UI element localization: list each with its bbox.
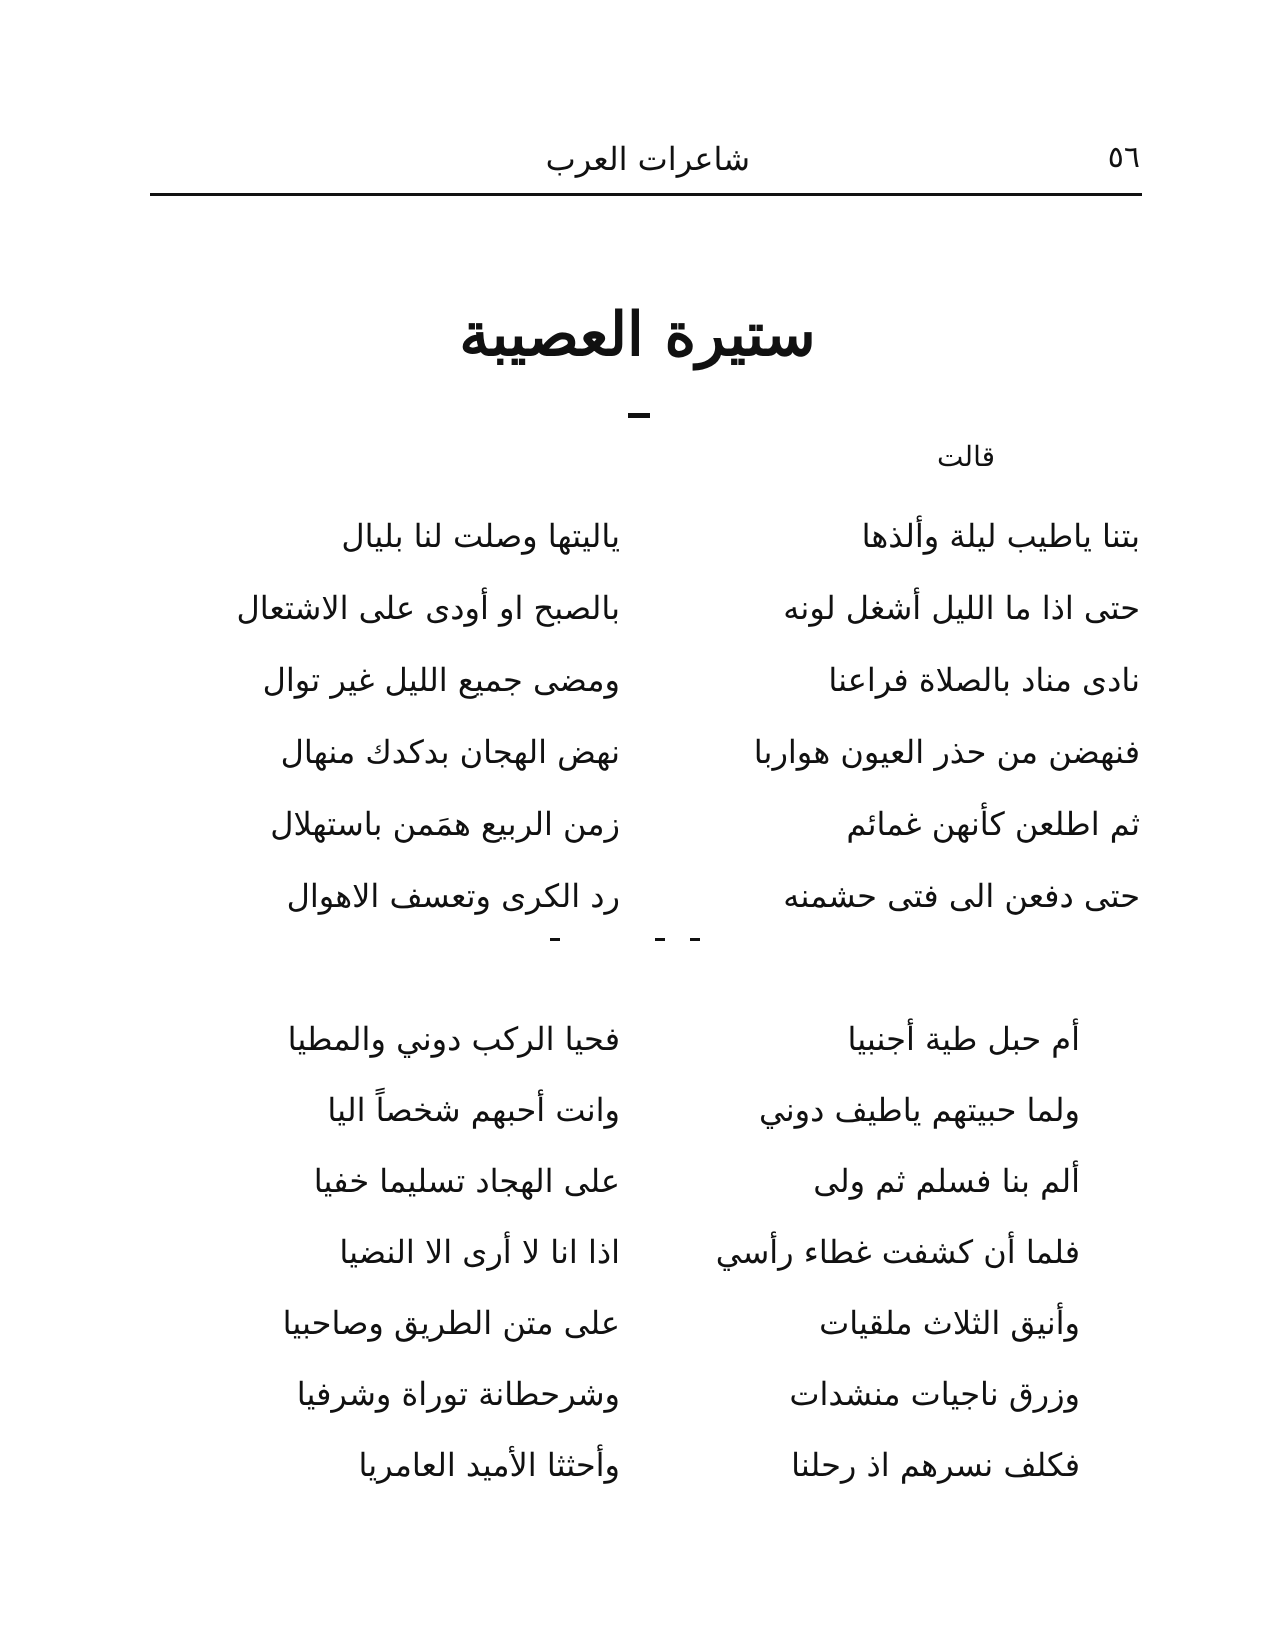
verse — [150, 1145, 1140, 1216]
second-hemistich: نهض الهجان بدكدك منهال — [280, 733, 620, 771]
second-hemistich: اذا انا لا أرى الا النضيا — [339, 1232, 620, 1271]
running-header — [150, 140, 1140, 190]
second-hemistich: ياليتها وصلت لنا بليال — [341, 517, 620, 555]
verse — [150, 644, 1140, 716]
second-hemistich: زمن الربيع همَمن باستهلال — [270, 805, 620, 843]
verse — [150, 1358, 1140, 1429]
first-hemistich: أم حبل طية أجنبيا — [847, 1019, 1080, 1058]
page-number: ٥٦ — [1107, 140, 1140, 175]
verse — [150, 1429, 1140, 1500]
verse — [150, 716, 1140, 788]
running-title: شاعرات العرب — [545, 140, 750, 178]
section-heading: ستيرة العصيبة — [459, 300, 816, 370]
poem-part-2 — [150, 1003, 1140, 1500]
first-hemistich: فكلف نسرهم اذ رحلنا — [791, 1445, 1080, 1484]
second-hemistich: بالصبح او أودى على الاشتعال — [236, 589, 620, 627]
first-hemistich: حتى دفعن الى فتى حشمنه — [783, 877, 1140, 915]
heading-dash — [628, 413, 650, 418]
second-hemistich: رد الكرى وتعسف الاهوال — [286, 877, 620, 915]
first-hemistich: وأنيق الثلاث ملقيات — [819, 1303, 1080, 1342]
poem-intro: قالت — [937, 440, 995, 473]
first-hemistich: ثم اطلعن كأنهن غمائم — [846, 805, 1140, 843]
separator-mark — [690, 938, 700, 941]
verse — [150, 572, 1140, 644]
second-hemistich: وانت أحبهم شخصاً اليا — [327, 1090, 620, 1129]
verse — [150, 1074, 1140, 1145]
second-hemistich: على متن الطريق وصاحبيا — [282, 1303, 620, 1342]
header-rule — [150, 193, 1142, 196]
second-hemistich: على الهجاد تسليما خفيا — [313, 1161, 620, 1200]
second-hemistich: وشرحطانة توراة وشرفيا — [296, 1374, 620, 1413]
verse — [150, 1216, 1140, 1287]
verse — [150, 500, 1140, 572]
poem-part-1 — [150, 500, 1140, 932]
section-separator — [530, 938, 730, 944]
second-hemistich: ومضى جميع الليل غير توال — [262, 661, 620, 699]
verse — [150, 860, 1140, 932]
first-hemistich: فنهضن من حذر العيون هواربا — [753, 733, 1140, 771]
second-hemistich: فحيا الركب دوني والمطيا — [287, 1019, 620, 1058]
first-hemistich: وزرق ناجيات منشدات — [789, 1374, 1080, 1413]
separator-mark — [550, 938, 560, 941]
first-hemistich: بتنا ياطيب ليلة وألذها — [861, 517, 1140, 555]
verse — [150, 1287, 1140, 1358]
first-hemistich: نادى مناد بالصلاة فراعنا — [828, 661, 1140, 699]
first-hemistich: فلما أن كشفت غطاء رأسي — [715, 1232, 1080, 1271]
first-hemistich: حتى اذا ما الليل أشغل لونه — [783, 589, 1140, 627]
first-hemistich: ألم بنا فسلم ثم ولى — [813, 1161, 1080, 1200]
first-hemistich: ولما حبيتهم ياطيف دوني — [759, 1090, 1080, 1129]
separator-mark — [655, 938, 665, 941]
second-hemistich: وأحثثا الأميد العامريا — [358, 1445, 620, 1484]
verse — [150, 788, 1140, 860]
verse — [150, 1003, 1140, 1074]
